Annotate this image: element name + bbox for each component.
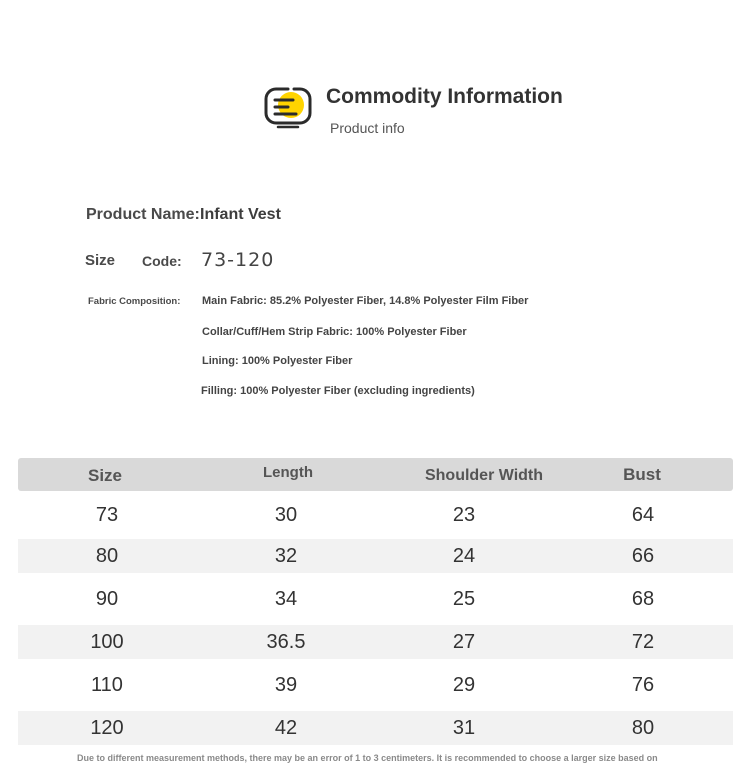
table-row [18,498,733,532]
cell-bust: 80 [631,717,655,739]
cell-size: 80 [95,545,119,567]
column-header-size: Size [87,466,123,485]
table-row [18,625,733,659]
column-header-shoulder-width: Shoulder Width [424,467,544,484]
cell-size: 90 [95,588,119,610]
cell-length: 30 [274,504,298,526]
cell-length: 32 [274,545,298,567]
document-lines-icon [264,86,312,130]
cell-bust: 66 [631,545,655,567]
column-header-bust: Bust [623,465,661,484]
cell-shoulder-width: 23 [452,504,476,526]
measurement-note: Due to different measurement methods, there may be an error of 1 to 3 centimeters. It is recommended to choose a larger size based on [77,753,658,763]
cell-shoulder-width: 25 [452,588,476,610]
table-row [18,668,733,702]
cell-bust: 68 [631,588,655,610]
fabric-filling: Filling: 100% Polyester Fiber (excluding ingredients) [201,385,475,397]
fabric-lining: Lining: 100% Polyester Fiber [202,355,353,367]
column-header-length: Length [263,464,313,481]
fabric-collar: Collar/Cuff/Hem Strip Fabric: 100% Polyester Fiber [202,326,467,338]
cell-length: 42 [274,717,298,739]
size-label: Size [85,252,116,269]
cell-bust: 76 [631,674,655,696]
table-row [18,711,733,745]
cell-bust: 64 [631,504,655,526]
fabric-composition-label: Fabric Composition: [88,296,181,307]
cell-size: 100 [90,631,124,653]
cell-bust: 72 [631,631,655,653]
cell-shoulder-width: 24 [452,545,476,567]
cell-size: 73 [95,504,119,526]
product-name-value: Infant Vest [200,206,281,223]
cell-length: 36.5 [266,631,306,653]
size-code-value: 73-120 [201,249,275,271]
cell-shoulder-width: 29 [452,674,476,696]
cell-length: 39 [274,674,298,696]
cell-shoulder-width: 31 [452,717,476,739]
cell-size: 120 [90,717,124,739]
size-code-label: Code: [142,253,182,269]
cell-length: 34 [274,588,298,610]
page-subtitle: Product info [330,120,405,136]
page-title: Commodity Information [326,85,563,108]
cell-size: 110 [91,674,123,696]
table-row [18,539,733,573]
fabric-main: Main Fabric: 85.2% Polyester Fiber, 14.8% Polyester Film Fiber [202,295,529,307]
product-name-label: Product Name: [86,206,200,223]
cell-shoulder-width: 27 [452,631,476,653]
table-row [18,582,733,616]
